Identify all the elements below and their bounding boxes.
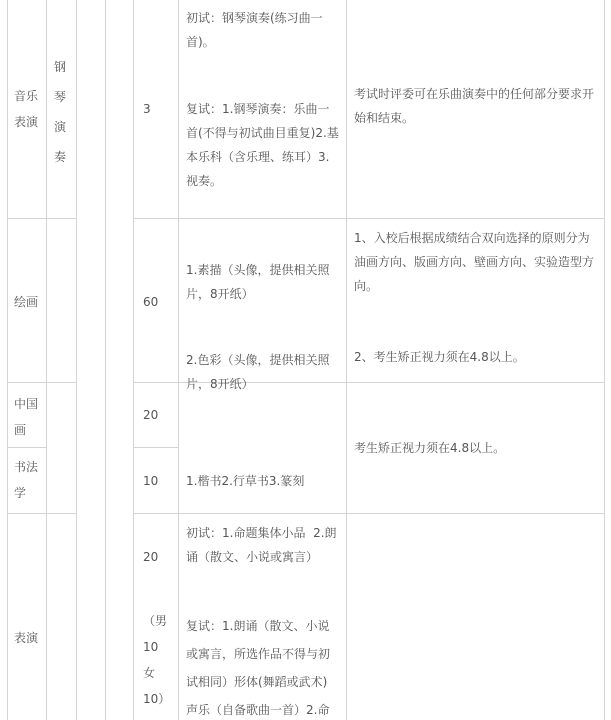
quota-music: 3 (143, 102, 151, 116)
row-divider (133, 513, 605, 514)
quota-chinese-painting: 20 (143, 408, 159, 422)
exam-acting-initial: 初试：1.命题集体小品 2.朗 诵（散文、小说或寓言） (186, 526, 337, 564)
quota-acting-detail: （男 10 女 10） (143, 614, 171, 706)
exam-music-retest: 复试：1.钢琴演奏：乐曲一 首(不得与初试曲目重复)2.基 本乐科（含乐理、练耳）3. 视奏。 (186, 102, 339, 188)
note-painting-1: 1、入校后根据成绩结合双向选择的原则分为 油画方向、版画方向、壁画方向、实验造型方 向。 (354, 231, 595, 293)
table-column-divider (133, 0, 134, 720)
exam-acting-retest: 复试：1.朗诵（散文、小说 或寓言，所选作品不得与初 试相同）形体(舞蹈或武术) 声乐（自备歌曲一首）2.命 (186, 619, 331, 717)
row-divider (7, 218, 77, 219)
quota-acting: 20 (143, 550, 159, 564)
exam-painting-color: 2.色彩（头像，提供相关照 片，8开纸） (186, 353, 330, 391)
category-acting: 表演 (14, 631, 39, 645)
table-column-divider (105, 0, 106, 720)
row-divider (7, 382, 77, 383)
table-border-right (604, 0, 605, 720)
row-divider (7, 447, 47, 448)
table-column-divider (76, 0, 77, 720)
category-music-line1: 音乐 (14, 89, 39, 103)
note-music: 考试时评委可在乐曲演奏中的任何部分要求开 始和结束。 (354, 87, 595, 125)
exam-calligraphy: 1.楷书2.行草书3.篆刻 (186, 474, 305, 488)
table-column-divider (46, 0, 47, 720)
note-chinese-painting: 考生矫正视力须在4.8以上。 (354, 441, 506, 455)
category-painting: 绘画 (14, 295, 39, 309)
quota-calligraphy: 10 (143, 474, 159, 488)
exam-painting-sketch: 1.素描（头像，提供相关照 片，8开纸） (186, 263, 330, 301)
category-calligraphy: 书法 学 (14, 460, 39, 500)
note-painting-2: 2、考生矫正视力须在4.8以上。 (354, 350, 525, 364)
subcategory-piano-char: 钢 (54, 60, 67, 74)
table-border-left (7, 0, 8, 720)
subcategory-piano-char: 演 (54, 120, 67, 134)
row-divider (7, 513, 77, 514)
table-column-divider (346, 0, 347, 720)
category-music-line2: 表演 (14, 115, 39, 129)
row-divider (133, 218, 605, 219)
category-chinese-painting: 中国 画 (14, 397, 39, 437)
table-column-divider (178, 0, 179, 720)
subcategory-piano-char: 奏 (54, 150, 67, 164)
exam-music-initial: 初试：钢琴演奏(练习曲一 首)。 (186, 11, 323, 49)
quota-painting: 60 (143, 295, 159, 309)
row-divider (133, 447, 179, 448)
subcategory-piano-char: 琴 (54, 90, 67, 104)
